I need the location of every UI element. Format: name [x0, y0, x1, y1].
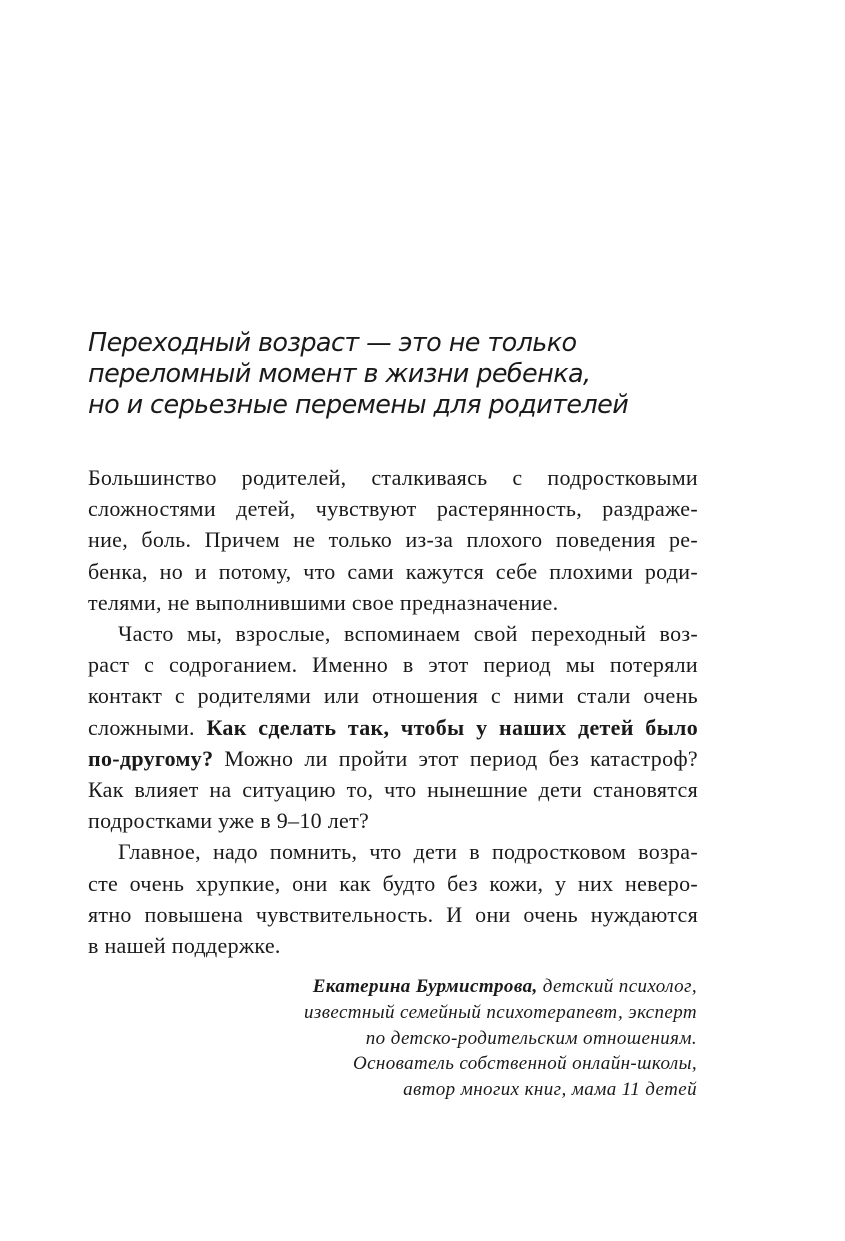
author-name: Екатерина Бурмистрова, [312, 976, 538, 997]
text-line [88, 743, 698, 774]
text-line: сте очень хрупкие, они как будто без кожи, у них неверо- [88, 870, 698, 896]
text-fragment: Можно ли пройти этот период без катастроф? [213, 745, 698, 771]
paragraph-1 [88, 462, 698, 618]
text-line: сложностями детей, чувствуют растерянность, раздраже- [88, 496, 698, 522]
heading-line: Переходный возраст — это не только [88, 328, 577, 358]
paragraph-2 [88, 618, 698, 836]
signature-line [177, 974, 697, 1000]
text-line: в нашей поддержке. [88, 933, 281, 959]
text-line: Как влияет на ситуацию то, что нынешние дети становятся [88, 777, 698, 803]
bold-question-end: по-другому? [88, 745, 214, 771]
text-line: ние, боль. Причем не только из-за плохого поведения ре- [88, 527, 698, 553]
text-line: ятно повышена чувствительность. И они очень нуждаются [88, 901, 698, 927]
chapter-heading [88, 328, 708, 421]
text-line: бенка, но и потому, что сами кажутся себе плохими роди- [88, 558, 698, 584]
signature-line: известный семейный психотерапевт, эксперт [304, 1001, 697, 1023]
text-line: контакт с родителями или отношения с ними стали очень [88, 683, 698, 709]
text-line: раст с содроганием. Именно в этот период мы потеряли [88, 652, 698, 678]
author-role: детский психолог, [537, 976, 697, 997]
author-signature [177, 974, 697, 1103]
paragraph-3 [88, 836, 698, 961]
signature-line: Основатель собственной онлайн-школы, [352, 1053, 697, 1075]
text-fragment: сложными. [88, 714, 207, 740]
text-line: подростками уже в 9–10 лет? [88, 808, 370, 834]
text-line: Большинство родителей, сталкиваясь с подростковыми [88, 465, 698, 490]
signature-line: автор многих книг, мама 11 детей [403, 1079, 697, 1101]
heading-line: переломный момент в жизни ребенка, [88, 359, 591, 389]
signature-line: по детско-родительским отношениям. [365, 1027, 697, 1049]
body-text [88, 462, 698, 961]
text-line: Главное, надо помнить, что дети в подростковом возра- [118, 839, 698, 865]
bold-question: Как сделать так, чтобы у наших детей было [206, 714, 698, 740]
heading-line: но и серьезные перемены для родителей [88, 390, 629, 420]
text-line: телями, не выполнившими свое предназначение. [88, 589, 559, 615]
text-line: Часто мы, взрослые, вспоминаем свой переходный воз- [118, 621, 698, 647]
text-line [88, 712, 698, 743]
